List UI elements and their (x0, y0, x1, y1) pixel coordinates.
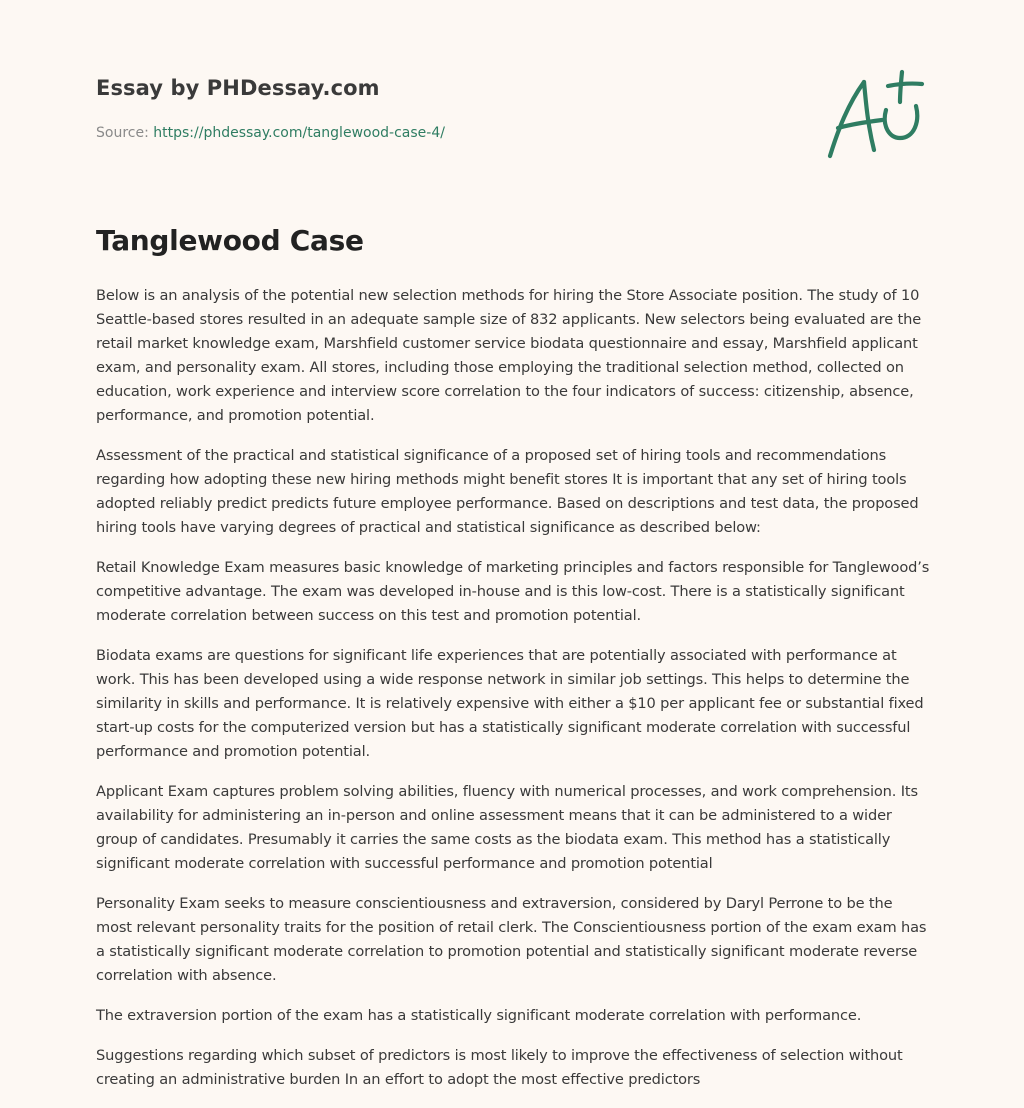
paragraph-8: Suggestions regarding which subset of predictors is most likely to improve the effectiveness of selection without creating an administrative burden In an effort to adopt the most effective predictors (96, 1047, 903, 1088)
a-plus-logo (824, 68, 928, 164)
paragraph-4: Biodata exams are questions for significant life experiences that are potentially associated with performance at work. This has been developed using a wide response network in similar job settings. This helps to determine the similarity in skills and performance. It is relatively expensive with either a $10 per applicant fee or substantial fixed start-up costs for the computerized version but has a statistically significant moderate correlation with successful performance and promotion potential. (96, 647, 924, 760)
source-link[interactable]: https://phdessay.com/tanglewood-case-4/ (153, 125, 445, 141)
essay-body (96, 284, 932, 1108)
paragraph-7: The extraversion portion of the exam has a statistically significant moderate correlation with performance. (96, 1007, 862, 1024)
essay-title: Tanglewood Case (96, 224, 364, 257)
paragraph-5: Applicant Exam captures problem solving abilities, fluency with numerical processes, and work comprehension. Its availability for administering an in-person and online assessment means that it can be administered to a wider group of candidates. Presumably it carries the same costs as the biodata exam. This method has a statistically significant moderate correlation with successful performance and promotion potential (96, 783, 918, 872)
paragraph-2: Assessment of the practical and statistical significance of a proposed set of hiring tools and recommendations regarding how adopting these new hiring methods might benefit stores It is important that any set of hiring tools adopted reliably predict predicts future employee performance. Based on descriptions and test data, the proposed hiring tools have varying degrees of practical and statistical significance as described below: (96, 447, 919, 536)
source-line (96, 125, 445, 141)
a-plus-logo-icon (824, 68, 928, 164)
paragraph-1: Below is an analysis of the potential new selection methods for hiring the Store Associate position. The study of 10 Seattle-based stores resulted in an adequate sample size of 832 applicants. New selectors being evaluated are the retail market knowledge exam, Marshfield customer service biodata questionnaire and essay, Marshfield applicant exam, and personality exam. All stores, including those employing the traditional selection method, collected on education, work experience and interview score correlation to the four indicators of success: citizenship, absence, performance, and promotion potential. (96, 287, 922, 424)
paragraph-3: Retail Knowledge Exam measures basic knowledge of marketing principles and factors responsible for Tanglewood’s competitive advantage. The exam was developed in-house and is this low-cost. There is a statistically significant moderate correlation between success on this test and promotion potential. (96, 559, 930, 624)
site-title: Essay by PHDessay.com (96, 76, 380, 100)
page-header (96, 74, 928, 184)
source-label: Source: (96, 125, 154, 141)
paragraph-6: Personality Exam seeks to measure conscientiousness and extraversion, considered by Daryl Perrone to be the most relevant personality traits for the position of retail clerk. The Conscientiousness portion of the exam exam has a statistically significant moderate correlation to promotion potential and statistically significant moderate reverse correlation with absence. (96, 895, 927, 984)
